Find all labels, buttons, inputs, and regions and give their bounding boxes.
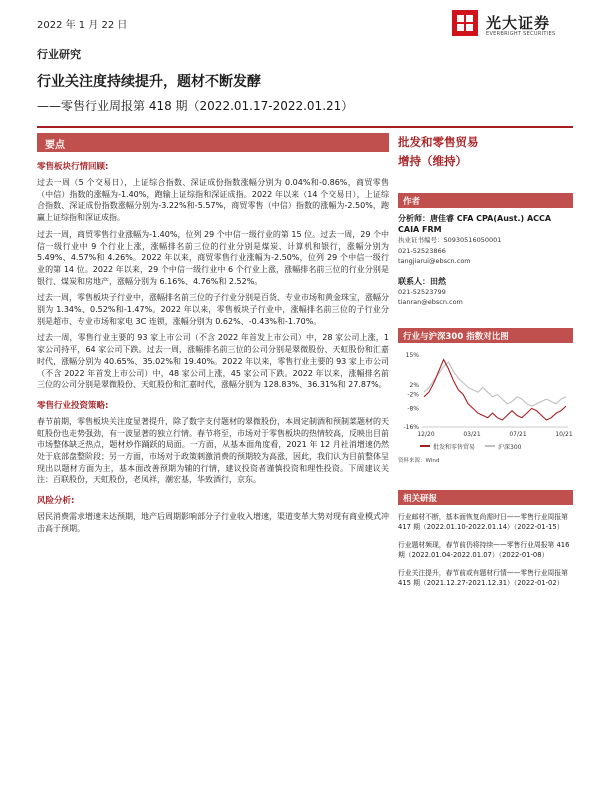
related-report-link[interactable]: 行业关注提升，春节前或有题材行情——零售行业周报第 415 期（2021.12.27-2021.12.31）（2022-01-02） — [398, 568, 568, 587]
paragraph: 过去一周，零售行业主要的 93 家上市公司（不含 2022 年首发上市公司）中，28 家公司上涨，1 家公司持平，64 家公司下跌。过去一周，涨幅排名前三位的公司分别是翠微股份、天虹股份和汇嘉时代，涨幅分别为 40.65%、35.02%和 19.40%。2022 年以来，零售行业主要的 93 家上市公司（不含 2022 年首发上市公司）中，48 家公司上涨，45 家公司下跌。2022 年以来，涨幅排名前三位的公司分别是翠微股份、天虹股份和汇嘉时代，涨幅分别为 128.83%、36.31%和 27.87%。 — [37, 333, 389, 390]
analyst-cert: 执业证书编号：S0930516050001 — [398, 236, 502, 244]
legend-swatch-hs300 — [485, 445, 495, 447]
legend-item-industry — [420, 442, 475, 451]
y-tick-label: -8% — [407, 404, 419, 412]
logo-text-cn: 光大证券 — [486, 14, 551, 32]
everbright-logo-mark-icon — [452, 10, 478, 36]
industry-name: 批发和零售贸易 — [398, 135, 479, 149]
index-comparison-chart — [398, 349, 573, 441]
x-tick-label: 10/21 — [555, 430, 573, 438]
contact-phone: 021-52523799 — [398, 287, 446, 296]
y-tick-label: 2% — [409, 381, 419, 389]
paragraph: 过去一周（5 个交易日），上证综合指数、深证成份指数涨幅分别为 0.04%和-0.86%，商贸零售（中信）指数的涨幅为-1.40%，跑输上证综指和深证成指。2022 年以来（14 个交易日），上证综合指数、深证成份指数涨幅分别为-3.22%和-5.57%，商贸零售（中信）指数的涨幅为-2.50%，跑赢上证综指和深证成指。 — [37, 178, 389, 223]
brand-logo — [452, 8, 572, 42]
analyst-email[interactable]: tangjiarui@ebscn.com — [398, 257, 471, 265]
logo-text-en: EVERBRIGHT SECURITIES — [486, 31, 556, 37]
contact-email[interactable]: tianran@ebscn.com — [398, 298, 463, 306]
legend-swatch-industry — [420, 445, 430, 447]
x-tick-label: 03/21 — [463, 430, 481, 438]
paragraph: 居民消费需求增速未达预期，地产后周期影响部分子行业收入增速，渠道变革大势对现有商业模式冲击高于预期。 — [37, 512, 389, 533]
report-subtitle: ——零售行业周报第 418 期（2022.01.17-2022.01.21） — [37, 99, 354, 113]
section-heading: 零售板块行情回顾: — [37, 162, 109, 172]
header-divider — [37, 126, 573, 128]
legend-item-hs300 — [485, 442, 521, 451]
y-tick-label: 15% — [405, 351, 419, 359]
paragraph: 过去一周，商贸零售行业涨幅为-1.40%，位列 29 个中信一级行业的第 15 位。过去一周，29 个中信一级行业中 9 个行业上涨，涨幅排名前三位的行业分别是煤炭、计算机和银行，涨幅分别为 5.49%、4.57%和 4.26%。2022 年以来，商贸零售行业涨幅为-2.50%，位列 29 个中信一级行业的第 14 位。2022 年以来，29 个中信一级行业中 6 个行业上涨，涨幅排名前三位的行业分别是银行、煤炭和房地产，涨幅分别为 6.16%、4.76%和 2.52%。 — [37, 229, 389, 286]
related-report-link[interactable]: 行业邮材不断，基本面恢复尚需时日——零售行业周报第 417 期（2022.01.10-2022.01.14）（2022-01-15） — [398, 512, 568, 531]
report-title: 行业关注度持续提升，题材不断发酵 — [37, 74, 261, 90]
x-tick-label: 12/20 — [417, 430, 435, 438]
section-heading: 风险分析: — [37, 496, 75, 507]
related-header — [398, 490, 573, 505]
legend-label: 沪深300 — [498, 443, 522, 451]
analyst-name: 分析师：唐佳睿 CFA CPA(Aust.) ACCA CAIA FRM — [398, 214, 552, 234]
y-tick-label: -16% — [403, 423, 419, 431]
section-market-review — [37, 160, 389, 391]
y-tick-label: -2% — [407, 390, 419, 398]
industry-rating: 增持（维持） — [398, 154, 467, 168]
keypoints-header — [37, 133, 389, 152]
analyst-phone: 021-52523866 — [398, 246, 446, 255]
legend-label: 批发和零售贸易 — [433, 443, 476, 451]
chart-header — [398, 328, 573, 343]
section-risk-analysis — [37, 494, 389, 534]
series-line-hs300 — [424, 362, 566, 406]
paragraph: 过去一周，零售板块子行业中，涨幅排名前三位的子行业分别是百货、专业市场和黄金珠宝，涨幅分别为 1.34%、0.52%和-1.47%。2022 年以来，零售板块子行业中，涨幅排名前三位的子行业分别是超市、专业市场和家电 3C 连锁，涨幅分别为 0.62%、-0.43%和-1.70%。 — [37, 293, 389, 326]
report-date: 2022 年 1 月 22 日 — [37, 20, 128, 31]
chart-label: 行业与沪深300 指数对比图 — [403, 331, 509, 342]
x-tick-label: 07/21 — [509, 430, 527, 438]
section-heading: 零售行业投资策略: — [37, 400, 109, 411]
sidebar — [398, 133, 573, 589]
related-label: 相关研报 — [403, 493, 438, 504]
related-report-link[interactable]: 行业题材频现，春节前仍将持续——零售行业周报第 416 期（2022.01.04-2022.01.07）（2022-01-08） — [398, 540, 570, 559]
contact-name: 联系人：田然 — [398, 276, 446, 286]
paragraph: 春节前期，零售板块关注度显著提升，除了数字支付题材的翠微股份，本周定制酒和预制菜题材的天虹股份也走势强劲，有一波显著的独立行情。春节将至，市场对于零售板块的热情较高，反映出目前市场整体缺乏热点，题材炒作踊跃的局面。一方面，从基本面角度看，2021 年 12 月社消增速仍然处于底部盘整阶段；另一方面，市场对于政策刺激消费的预期较为高涨，因此，我们认为目前整体呈现出以题材方面为主，基本面改善预期为辅的行情，建议投资者谨慎投资和理性投资。下周建议关注：百联股份，天虹股份，老凤祥，潮宏基，华致酒行，京东。 — [37, 416, 389, 485]
chart-svg — [398, 349, 573, 441]
report-category: 行业研究 — [37, 48, 81, 61]
author-header — [398, 193, 573, 208]
series-line-industry — [424, 359, 566, 419]
chart-source: 资料来源：Wind — [398, 457, 440, 464]
keypoints-label: 要点 — [45, 140, 65, 151]
author-label: 作者 — [403, 197, 421, 207]
chart-legend — [420, 442, 573, 451]
main-content — [37, 160, 389, 540]
section-investment-strategy — [37, 399, 389, 486]
